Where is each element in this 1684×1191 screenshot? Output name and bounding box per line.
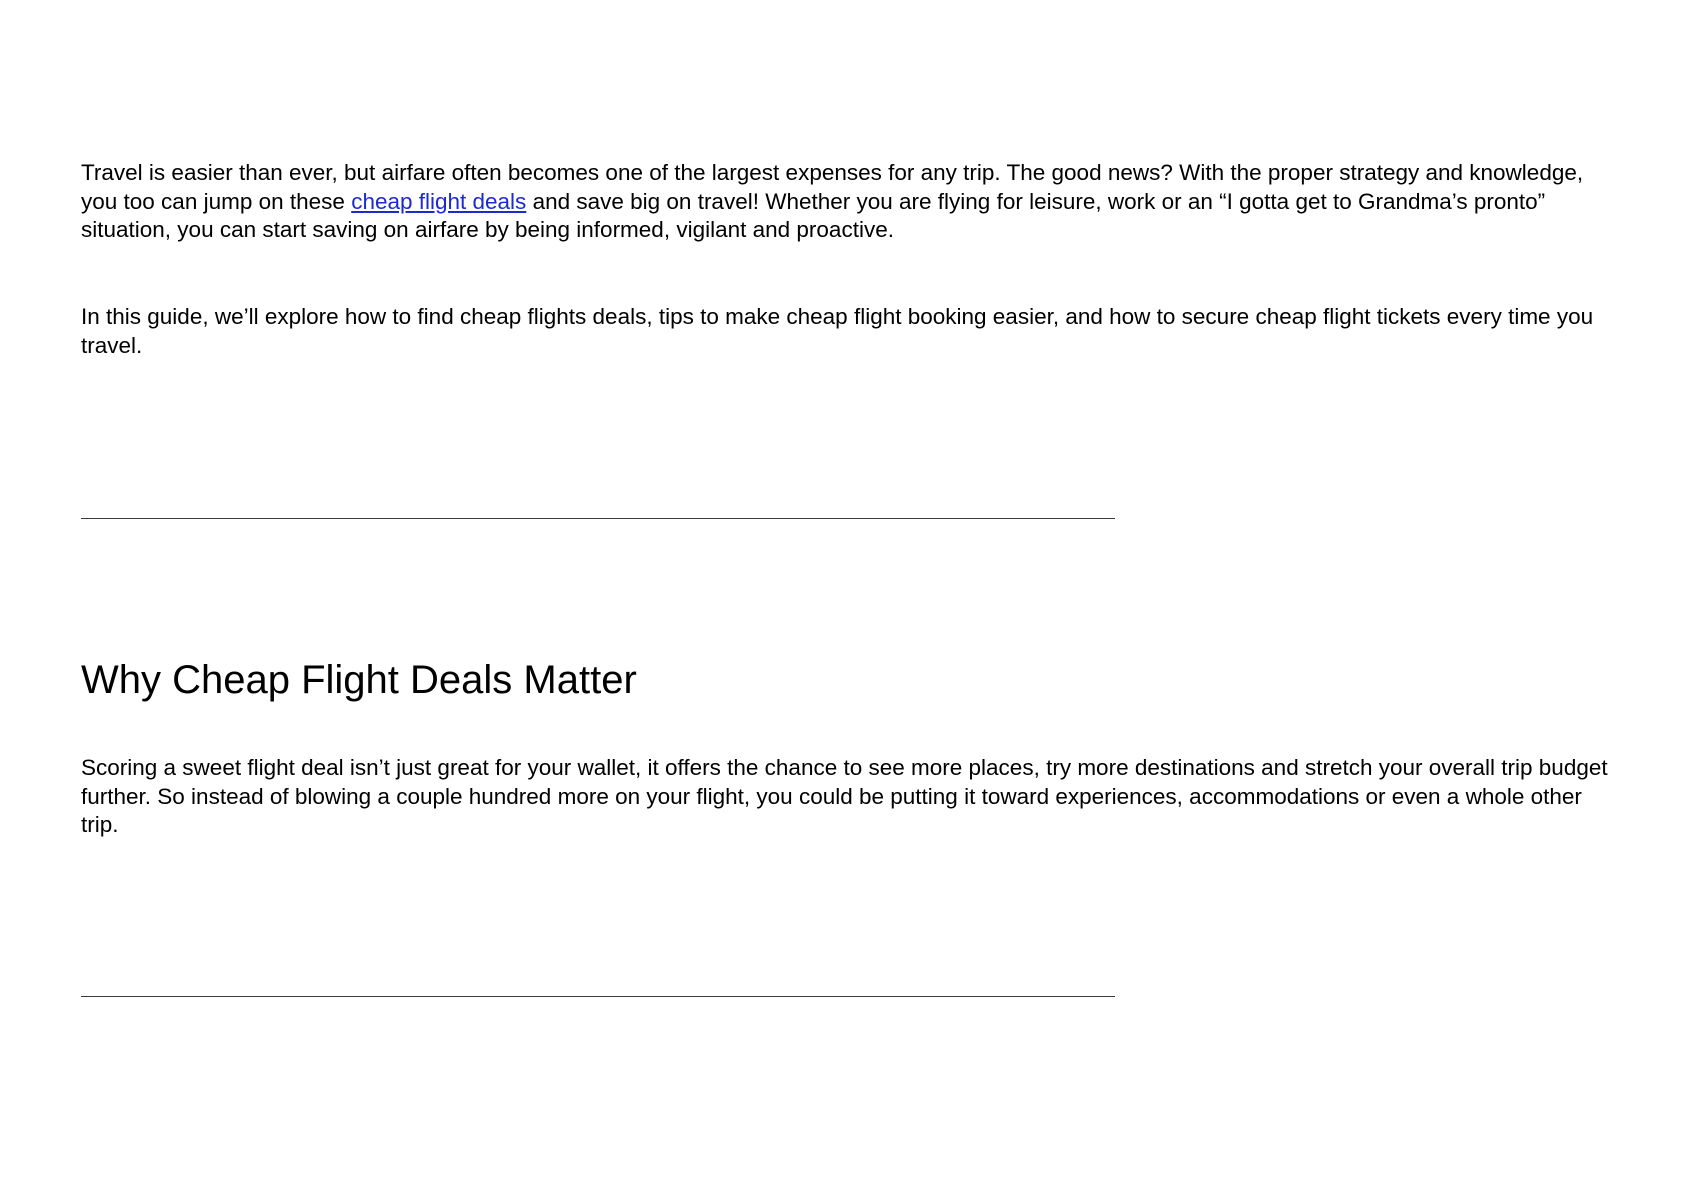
intro-text-before-link: Travel is easier than ever, but airfare often becomes one of the largest expenses for any trip. The good news? With the proper strategy and knowledge, you too can jump on these [81, 160, 1584, 214]
section-heading: Why Cheap Flight Deals Matter [81, 658, 637, 702]
intro-text-after-link: and save big on travel! Whether you are flying for leisure, work or an “I gotta get to Grandma’s pronto” situation, you can start saving on airfare by being informed, vigilant and proactive. [81, 188, 1546, 242]
cheap-flight-deals-link[interactable]: cheap flight deals [351, 188, 527, 214]
horizontal-rule [81, 518, 1115, 519]
section-paragraph: Scoring a sweet flight deal isn’t just great for your wallet, it offers the chance to see more places, try more destinations and stretch your overall trip budget further. So instead of blowing a couple hundred more on your flight, you could be putting it toward experiences, accommodations or even a whole other trip. [81, 755, 1608, 837]
horizontal-rule [81, 996, 1115, 997]
intro-paragraph-2: In this guide, we’ll explore how to find cheap flights deals, tips to make cheap flight booking easier, and how to secure cheap flight tickets every time you travel. [81, 304, 1594, 358]
intro-paragraph-1 [81, 159, 1621, 245]
